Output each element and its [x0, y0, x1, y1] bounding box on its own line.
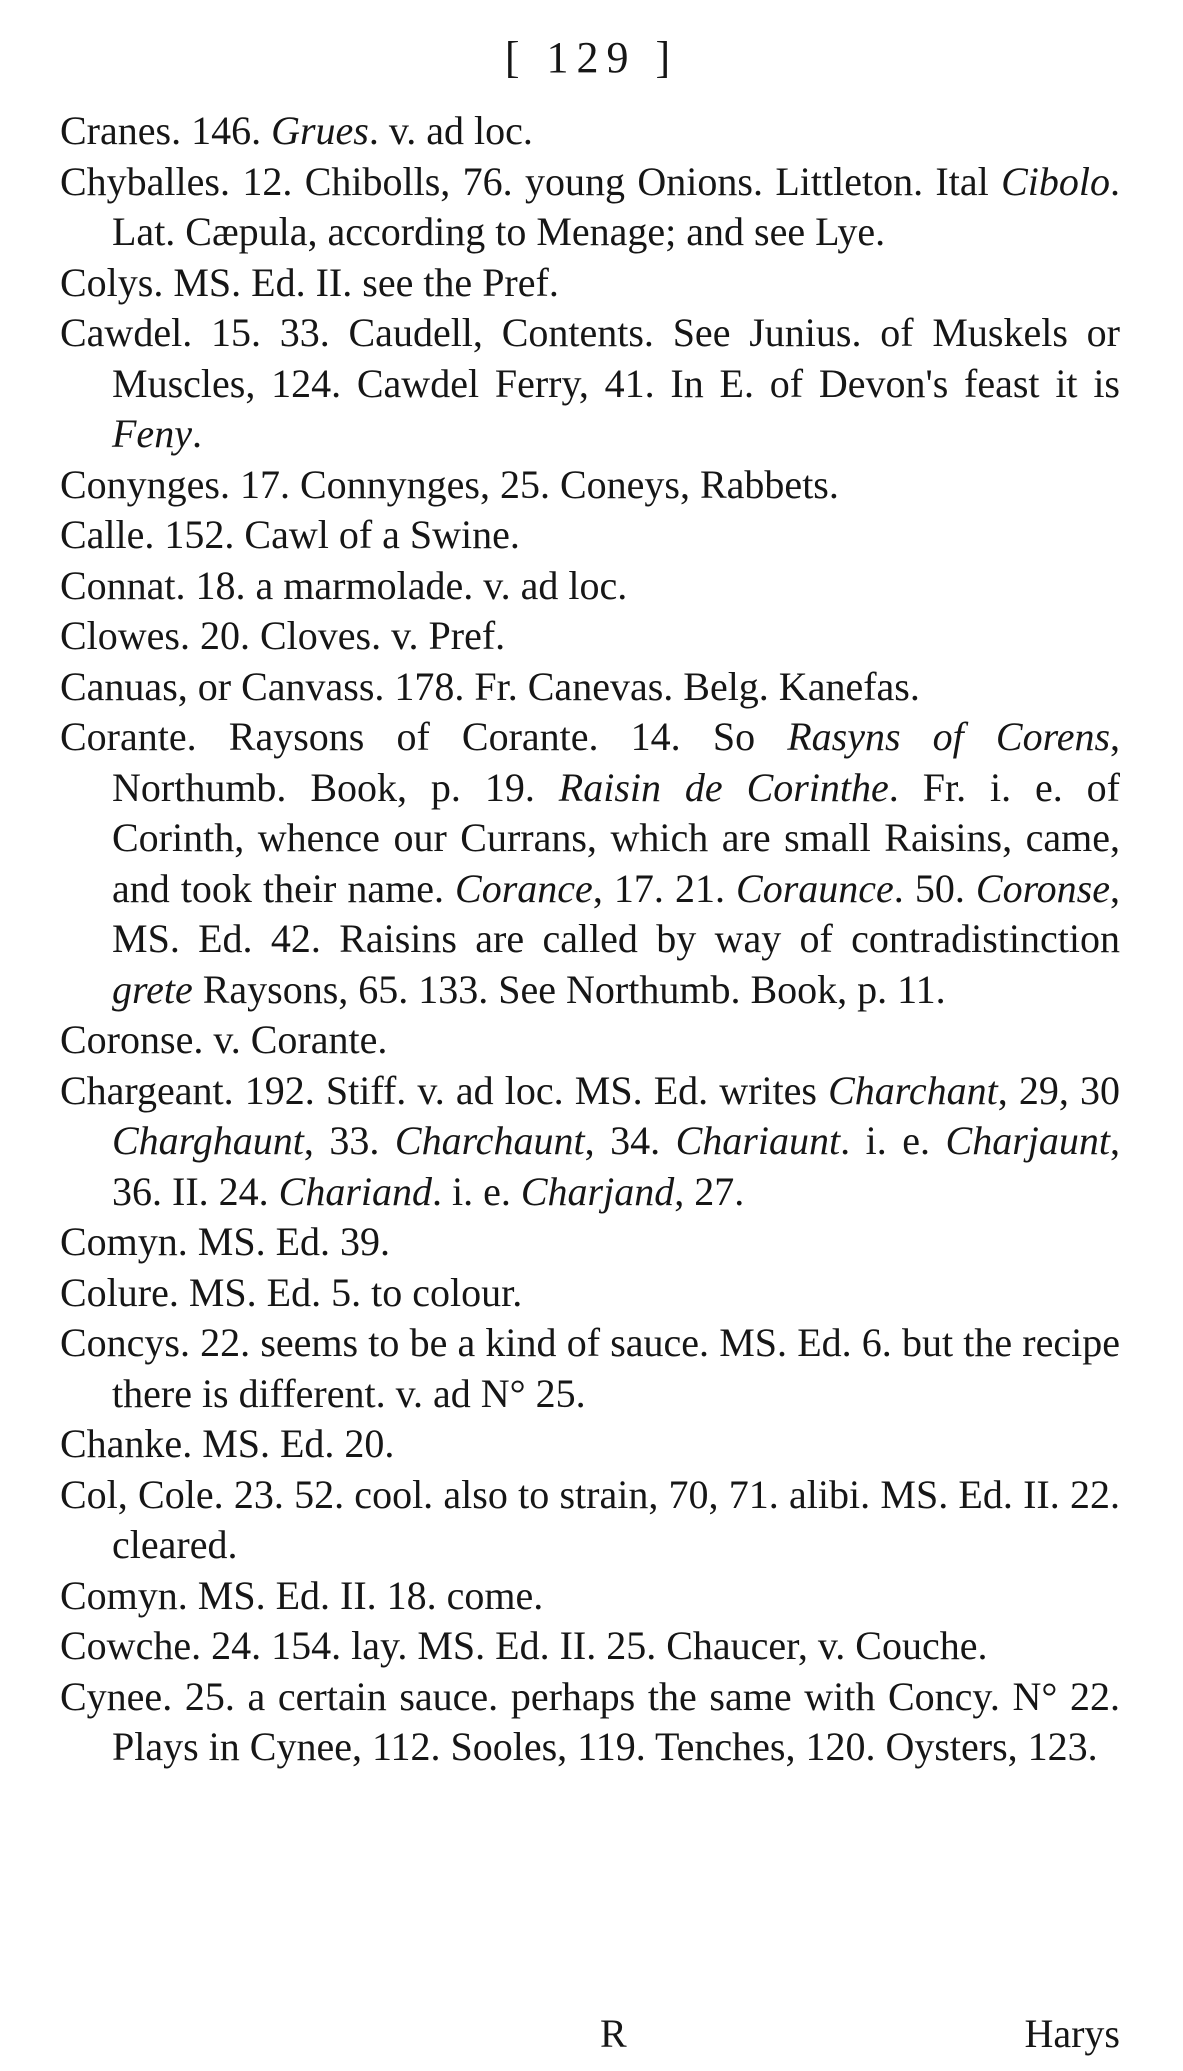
glossary-entry: [60, 1318, 1120, 1419]
catchword: Harys: [1024, 2011, 1120, 2056]
entry-text: Comyn. MS. Ed. II. 18. come.: [60, 1572, 544, 1618]
entry-text: , 36. II. 24.: [112, 1118, 1121, 1214]
entry-text: , 29, 30: [997, 1067, 1120, 1113]
italic-term: Charjand: [520, 1168, 675, 1214]
glossary-entry: [60, 611, 1120, 662]
entry-text: . Lat. Cæpula, according to Menage; and see Lye.: [112, 158, 1120, 254]
italic-term: Raisin de Corinthe: [558, 764, 889, 810]
entry-text: Colys. MS. Ed. II. see the Pref.: [60, 259, 559, 305]
entry-text: , Northumb. Book, p. 19.: [112, 714, 1121, 810]
italic-term: Charghaunt: [112, 1118, 304, 1163]
entry-text: . Fr. i. e. of Corinth, whence our Currans, which are small Raisins, came, and took their name.: [112, 764, 1120, 911]
glossary-entry: [60, 460, 1120, 511]
entry-text: Chargeant. 192. Stiff. v. ad loc. MS. Ed. writes: [60, 1067, 829, 1113]
entry-text: Cranes. 146.: [60, 108, 272, 153]
entry-text: . v. ad loc.: [368, 108, 533, 153]
italic-term: Feny: [112, 411, 192, 456]
italic-term: Corance: [455, 865, 593, 911]
entry-text: Cynee. 25. a certain sauce. perhaps the same with Concy. N° 22. Plays in Cynee, 112. Sooles, 119. Tenches, 120. Oysters, 123.: [60, 1673, 1120, 1769]
entry-text: Raysons, 65. 133. See Northumb. Book, p. 11.: [192, 966, 946, 1012]
page-number: [ 129 ]: [504, 33, 679, 82]
entry-text: Col, Cole. 23. 52. cool. also to strain, 70, 71. alibi. MS. Ed. II. 22. cleared.: [60, 1471, 1120, 1567]
italic-term: Chariand: [278, 1168, 432, 1214]
entry-text: Cowche. 24. 154. lay. MS. Ed. II. 25. Chaucer, v. Couche.: [60, 1623, 988, 1668]
entry-text: Clowes. 20. Cloves. v. Pref.: [60, 613, 506, 658]
italic-term: Coraunce: [736, 865, 894, 911]
glossary-entry: [60, 1015, 1120, 1066]
italic-term: grete: [112, 966, 193, 1012]
entry-text: Canuas, or Canvass. 178. Fr. Canevas. Belg. Kanefas.: [60, 663, 920, 709]
entry-text: . 50.: [893, 865, 976, 911]
glossary-entry: [60, 1621, 1120, 1672]
glossary-entry: [60, 712, 1120, 1015]
entry-text: Chanke. MS. Ed. 20.: [60, 1421, 395, 1466]
italic-term: Charchaunt: [394, 1118, 585, 1163]
italic-term: Charchant: [828, 1067, 998, 1113]
italic-term: Charjaunt: [945, 1118, 1111, 1163]
entry-text: Comyn. MS. Ed. 39.: [60, 1219, 391, 1264]
glossary-entry: [60, 561, 1120, 612]
entry-text: Colure. MS. Ed. 5. to colour.: [60, 1269, 523, 1315]
signature-mark: R: [600, 2011, 627, 2056]
entry-text: Coronse. v. Corante.: [60, 1017, 388, 1062]
glossary-entry: [60, 1268, 1120, 1319]
glossary-entry: [60, 662, 1120, 713]
italic-term: Grues: [271, 108, 369, 153]
entry-text: Calle. 152. Cawl of a Swine.: [60, 512, 520, 557]
entry-text: Chyballes. 12. Chibolls, 76. young Onions. Littleton. Ital: [60, 158, 1002, 204]
entry-text: Connat. 18. a marmolade. v. ad loc.: [60, 562, 628, 608]
entry-text: Cawdel. 15. 33. Caudell, Contents. See Junius. of Muskels or Muscles, 124. Cawdel Ferry, 41. In E. of Devon's feast it is: [60, 310, 1120, 406]
glossary-entry: [60, 1672, 1120, 1773]
glossary-entry: [60, 510, 1120, 561]
entry-text: Conynges. 17. Connynges, 25. Coneys, Rabbets.: [60, 461, 839, 507]
entry-text: , 33.: [303, 1118, 395, 1163]
entry-text: . i. e.: [840, 1118, 946, 1163]
entry-text: Corante. Raysons of Corante. 14. So: [60, 714, 788, 759]
glossary-entry: [60, 106, 1120, 157]
glossary-entry: [60, 157, 1120, 258]
entry-text: , 34.: [584, 1118, 676, 1163]
italic-term: Rasyns of Corens: [787, 714, 1111, 759]
italic-term: Coronse: [975, 865, 1111, 911]
glossary-entry: [60, 308, 1120, 460]
glossary-entry: [60, 1217, 1120, 1268]
entry-text: . i. e.: [432, 1168, 521, 1214]
italic-term: Cibolo: [1001, 158, 1110, 204]
page-footer: [60, 2010, 1120, 2060]
entry-text: Concys. 22. seems to be a kind of sauce. MS. Ed. 6. but the recipe there is different. v. ad N° 25.: [60, 1320, 1120, 1416]
glossary-entry: [60, 1470, 1120, 1571]
entry-text: , MS. Ed. 42. Raisins are called by way of contradistinction: [112, 865, 1121, 961]
entry-text: , 27.: [674, 1168, 745, 1214]
entry-text: , 17. 21.: [592, 865, 737, 911]
glossary-entry: [60, 1419, 1120, 1470]
glossary-entries: [60, 106, 1120, 1773]
glossary-entry: [60, 258, 1120, 309]
italic-term: Chariaunt: [675, 1118, 841, 1163]
entry-text: .: [191, 411, 202, 456]
glossary-entry: [60, 1571, 1120, 1622]
glossary-entry: [60, 1066, 1120, 1218]
